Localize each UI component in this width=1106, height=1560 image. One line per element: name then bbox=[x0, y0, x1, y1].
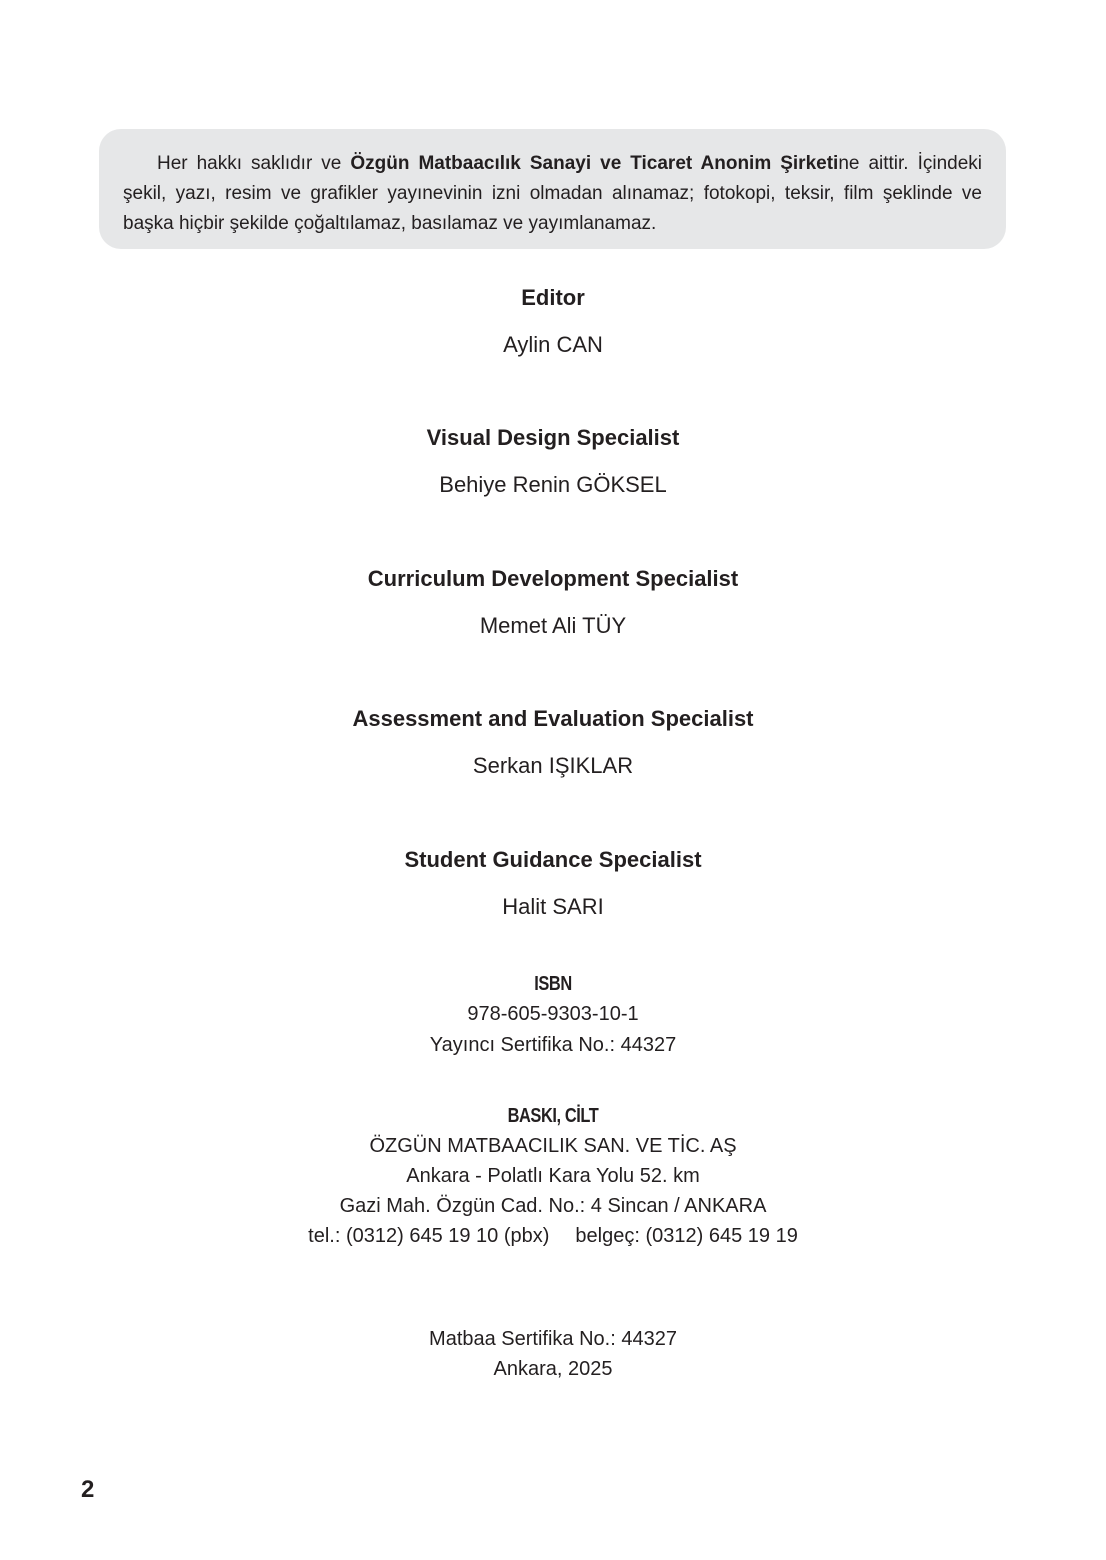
printer-address-line1: Ankara - Polatlı Kara Yolu 52. km bbox=[406, 1165, 700, 1187]
printer-fax: belgeç: (0312) 645 19 19 bbox=[575, 1225, 798, 1247]
credit-name-guidance: Halit SARI bbox=[502, 894, 604, 919]
isbn-heading: ISBN bbox=[534, 973, 572, 995]
place-year: Ankara, 2025 bbox=[493, 1358, 613, 1380]
printer-address-line2: Gazi Mah. Özgün Cad. No.: 4 Sincan / ANKARA bbox=[339, 1195, 767, 1217]
printing-heading: BASKI, CİLT bbox=[507, 1105, 599, 1127]
credit-role-editor: Editor bbox=[521, 285, 585, 310]
credit-role-curriculum: Curriculum Development Specialist bbox=[367, 566, 739, 591]
printer-company: ÖZGÜN MATBAACILIK SAN. VE TİC. AŞ bbox=[369, 1135, 737, 1157]
isbn-number: 978-605-9303-10-1 bbox=[467, 1003, 639, 1025]
copyright-notice bbox=[99, 129, 1006, 249]
credit-name-editor: Aylin CAN bbox=[503, 332, 603, 357]
printer-contact bbox=[0, 1225, 1106, 1248]
publisher-certificate: Yayıncı Sertifika No.: 44327 bbox=[429, 1034, 677, 1056]
page-number: 2 bbox=[81, 1476, 95, 1503]
credit-name-curriculum: Memet Ali TÜY bbox=[479, 613, 627, 638]
printer-tel: tel.: (0312) 645 19 10 (pbx) bbox=[308, 1225, 550, 1247]
credit-role-guidance: Student Guidance Specialist bbox=[404, 847, 702, 872]
copyright-text: Her hakkı saklıdır ve Özgün Matbaacılık Sanayi ve Ticaret Anonim Şirketine aittir. İçindeki şekil, yazı, resim ve grafikler yayınevinin izni olmadan alınamaz; fotokopi, teksir, film şeklinde ve başka hiçbir şekilde çoğaltılamaz, basılamaz ve yayımlanamaz. bbox=[123, 153, 982, 234]
company-name-bold: Özgün Matbaacılık Sanayi ve Ticaret Anonim Şirketi bbox=[350, 153, 839, 174]
credit-role-visual-design: Visual Design Specialist bbox=[426, 425, 680, 450]
credit-name-assessment: Serkan IŞIKLAR bbox=[472, 753, 634, 778]
credit-role-assessment: Assessment and Evaluation Specialist bbox=[352, 706, 754, 731]
print-certificate: Matbaa Sertifika No.: 44327 bbox=[429, 1328, 677, 1350]
credit-name-visual-design: Behiye Renin GÖKSEL bbox=[439, 472, 667, 497]
